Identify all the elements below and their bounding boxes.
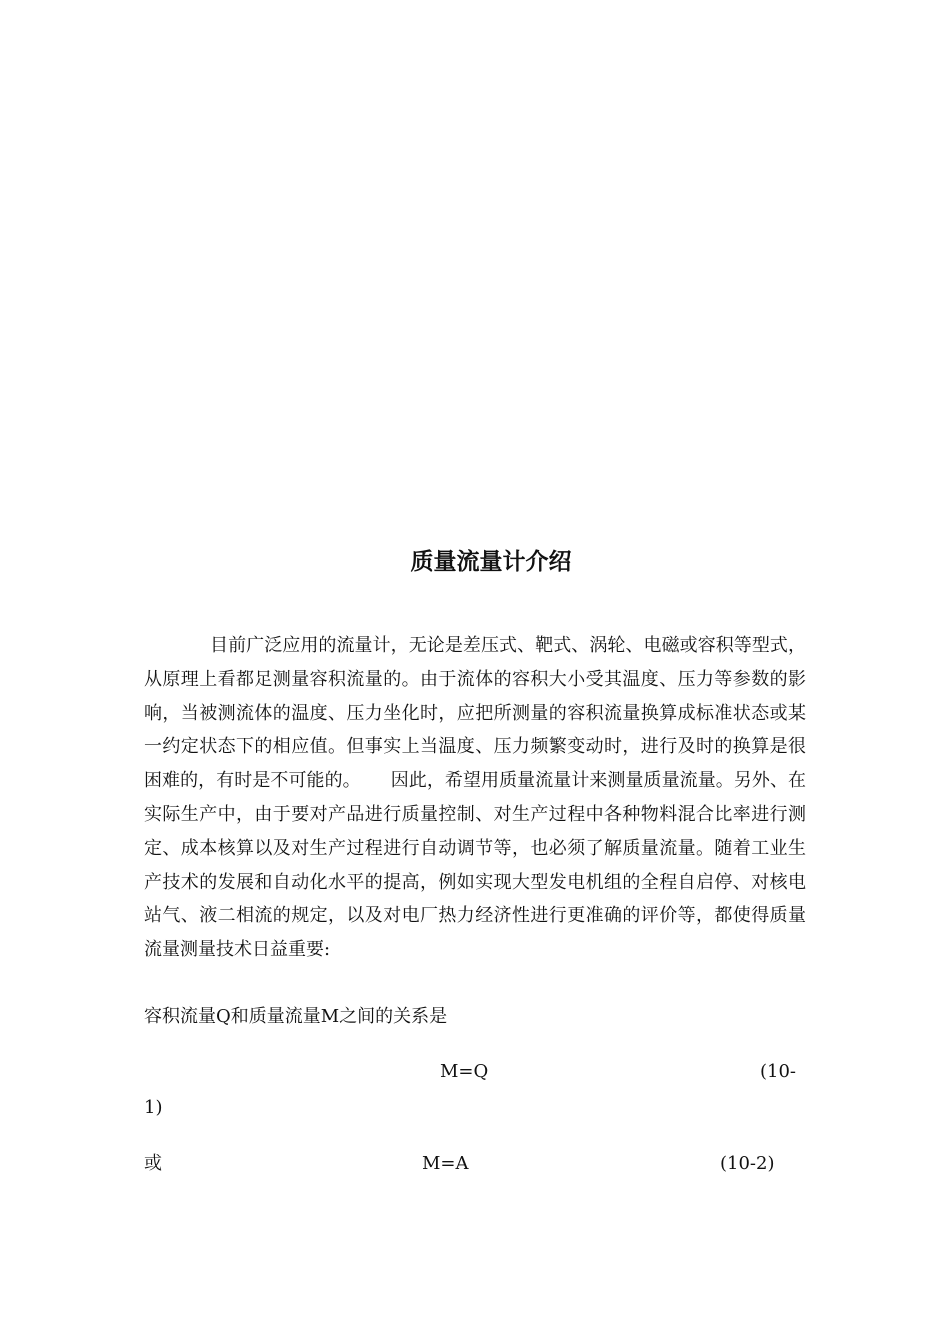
relation-statement: 容积流量Q和质量流量M之间的关系是 [144, 1006, 448, 1027]
page-title: 质量流量计介绍 [410, 549, 572, 575]
equation-1-number: (10- [760, 1061, 797, 1082]
equation-2-prefix: 或 [144, 1153, 162, 1174]
paragraph-text-part2: 因此，希望用质量流量计来测量质量流量。另外、在实际生产中，由于要对产品进行质量控制、对生产过程中各种物料混合比率进行测定、成本核算以及对生产过程进行自动调节等，也必须了解质量流量。随着工业生产技术的发展和自动化水平的提高，例如实现大型发电机组的全程自启停、对核电站气、液二相流的规定，以及对电厂热力经济性进行更准确的评价等，都使得质量流量测量技术日益重要: [144, 770, 806, 961]
equation-1-number-continued: 1) [144, 1097, 163, 1118]
equation-2-number: (10-2) [720, 1153, 775, 1174]
body-paragraph [144, 629, 806, 967]
equation-1-expression: M=Q [440, 1061, 489, 1082]
paragraph-text-part1: 目前广泛应用的流量计，无论是差压式、靶式、涡轮、电磁或容积等型式，从原理上看都足测量容积流量的。由于流体的容积大小受其温度、压力等参数的影响，当被测流体的温度、压力坐化时，应把所测量的容积流量换算成标准状态或某一约定状态下的相应值。但事实上当温度、压力频繁变动时，进行及时的换算是很困难的，有时是不可能的。 [144, 635, 806, 792]
equation-2-expression: M=A [422, 1153, 469, 1174]
